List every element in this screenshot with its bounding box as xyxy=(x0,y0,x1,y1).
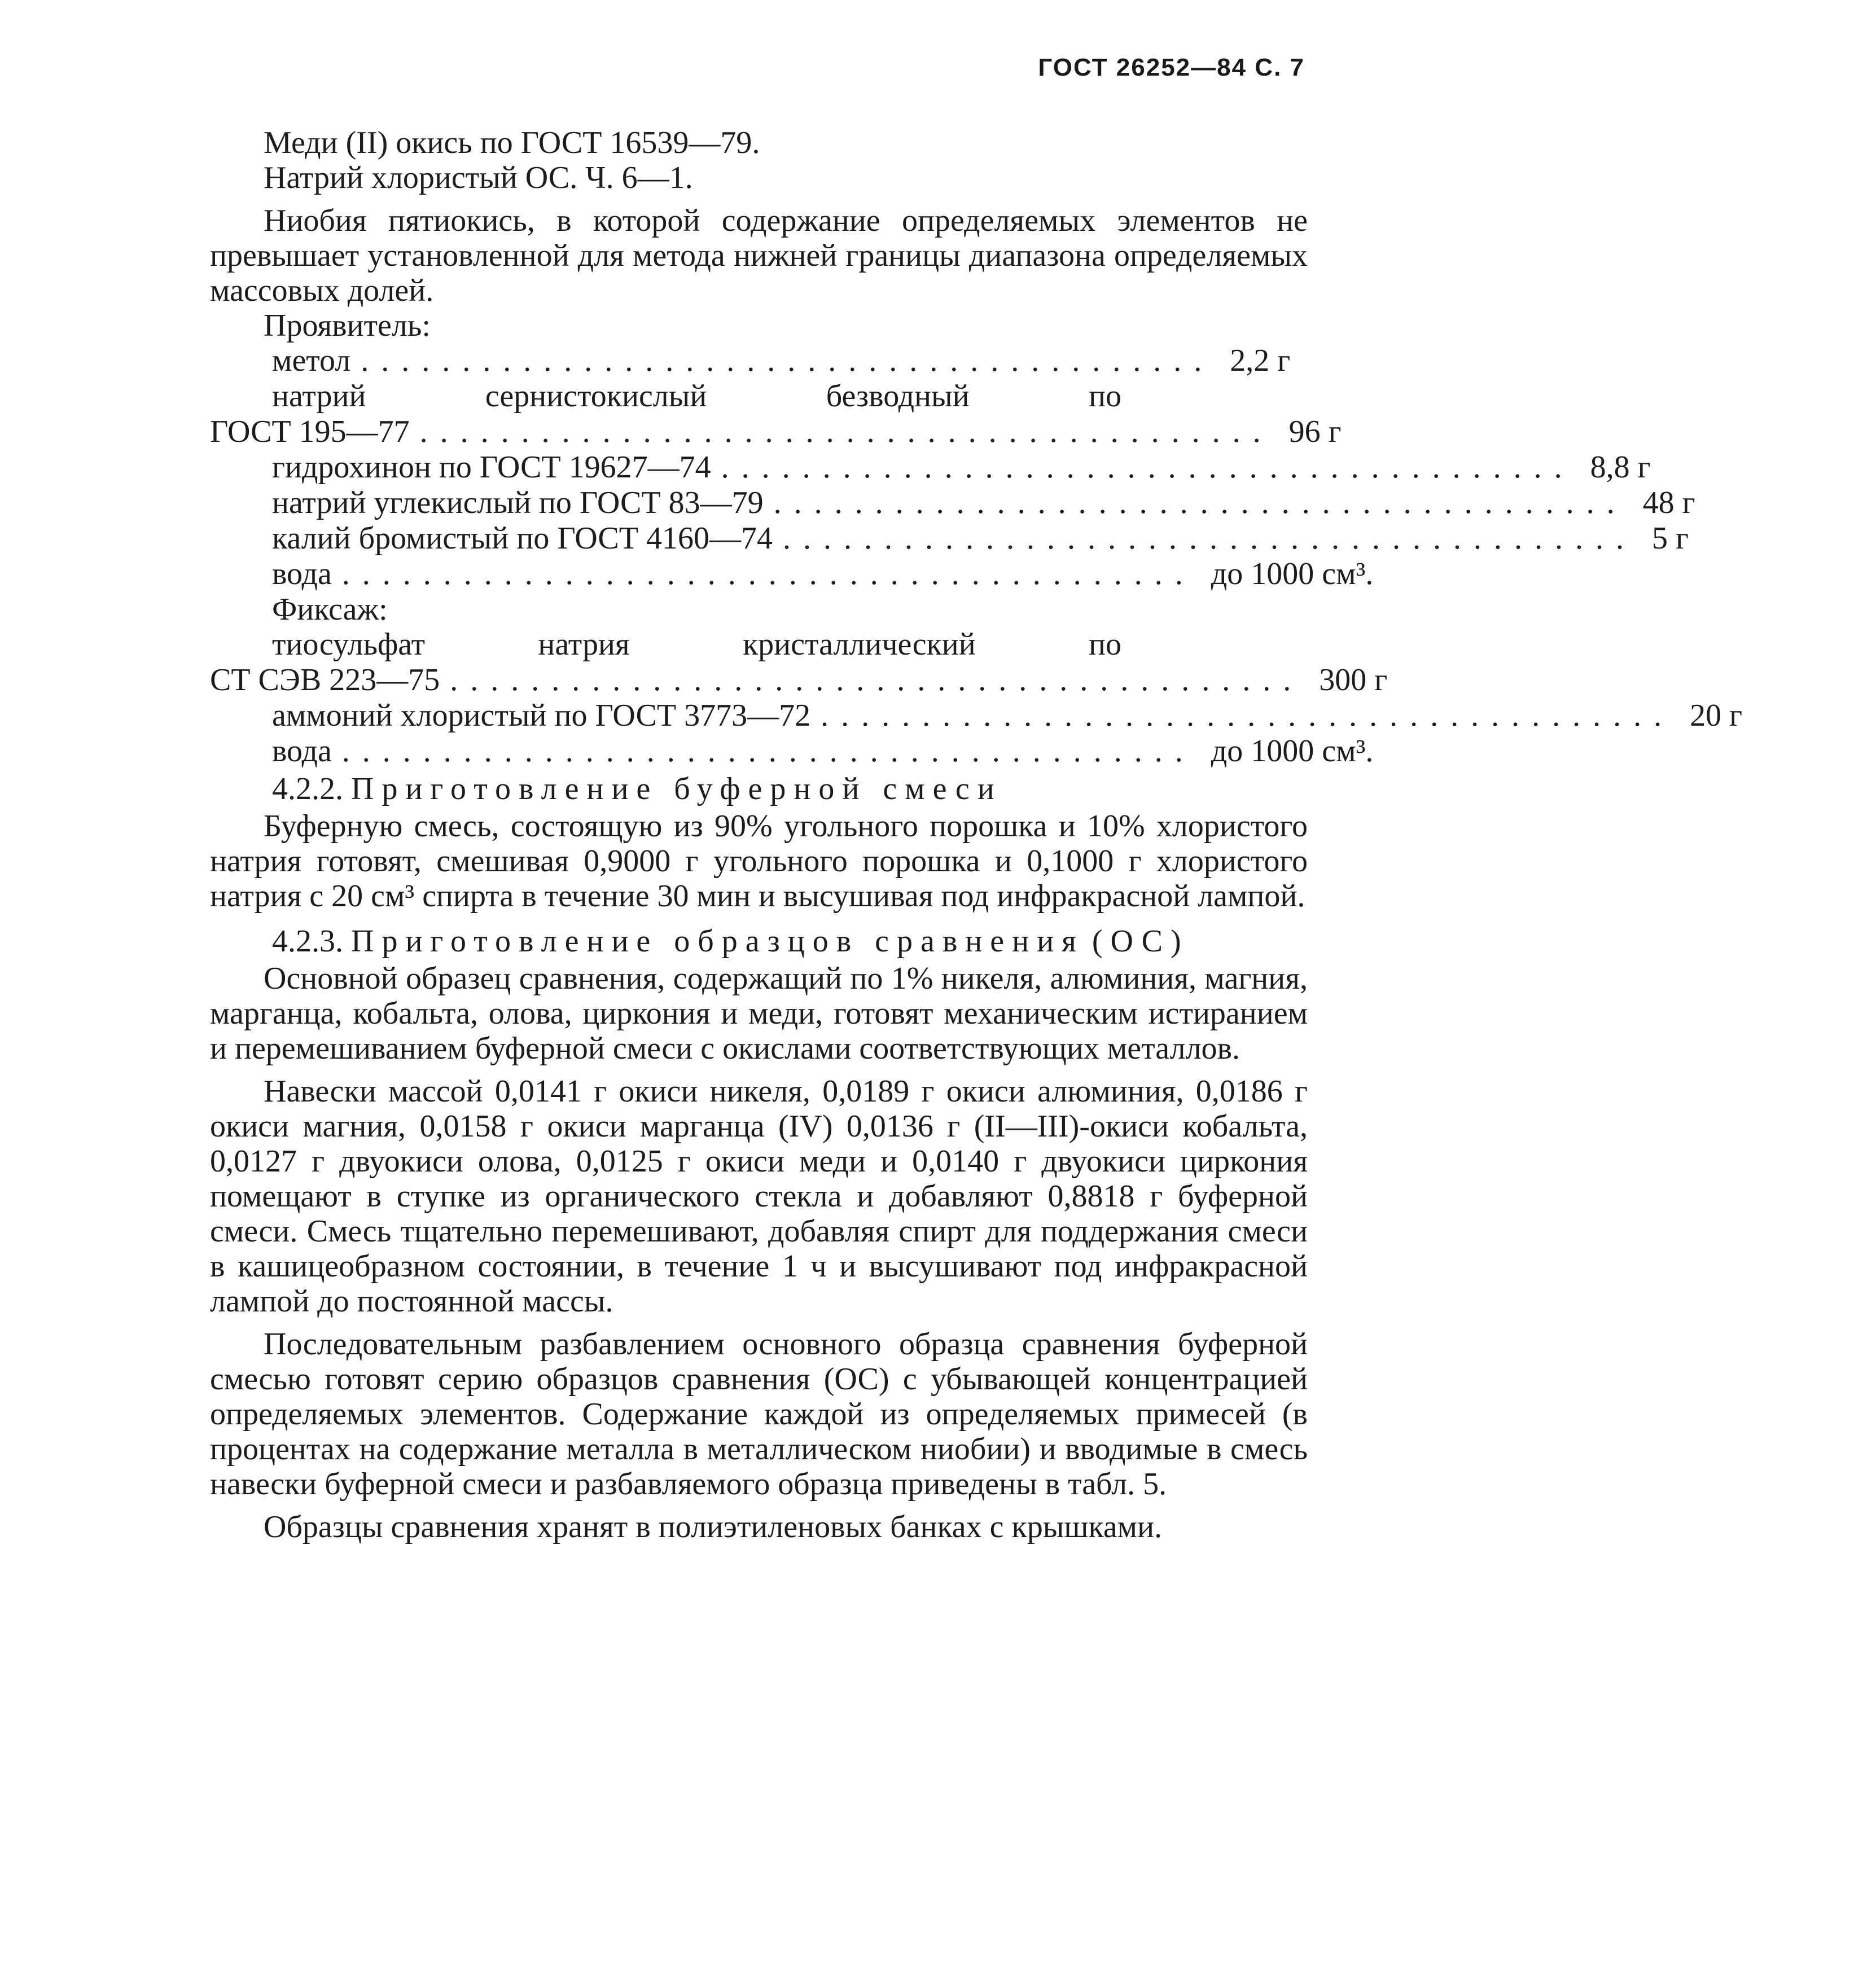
section-number: 4.2.2. xyxy=(272,771,343,806)
developer-row-carbonate xyxy=(210,485,1695,521)
item-name: гидрохинон по ГОСТ 19627—74 xyxy=(272,450,711,485)
section-title: Приготовление буферной смеси xyxy=(351,771,1002,806)
leader-dots: .......................................... xyxy=(341,734,1195,769)
page-header: ГОСТ 26252—84 С. 7 xyxy=(1038,54,1305,81)
fixer-row-thio-words xyxy=(210,627,1308,662)
item-qty: 20 г xyxy=(1690,698,1743,733)
item-name: ГОСТ 195—77 xyxy=(210,414,410,449)
word: по xyxy=(1089,379,1121,414)
item-name: калий бромистый по ГОСТ 4160—74 xyxy=(272,521,773,556)
section-abbr: (ОС) xyxy=(1092,924,1189,959)
intro-line-sodium-chloride: Натрий хлористый ОС. Ч. 6—1. xyxy=(264,160,693,195)
intro-niobium-paragraph: Ниобия пятиокись, в которой содержание определяемых элементов не превышает установленной для метода нижней границы диапазона определяемых массовых долей. xyxy=(210,203,1308,308)
section-number: 4.2.3. xyxy=(272,924,343,959)
developer-row-water xyxy=(210,556,1374,592)
word: натрий xyxy=(272,379,366,414)
fixer-row-ammonium xyxy=(210,698,1743,734)
item-name: натрий углекислый по ГОСТ 83—79 xyxy=(272,485,764,520)
intro-line-copper-oxide: Меди (II) окись по ГОСТ 16539—79. xyxy=(264,125,760,160)
section-4-2-3-paragraph-1: Основной образец сравнения, содержащий по 1% никеля, алюминия, магния, марганца, кобальта, олова, циркония и меди, готовят механическим истиранием и перемешиванием буферной смеси с окислами соответствующих металлов. xyxy=(210,961,1308,1066)
word: тиосульфат xyxy=(272,627,426,662)
word: по xyxy=(1089,627,1121,662)
item-name: аммоний хлористый по ГОСТ 3773—72 xyxy=(272,698,811,733)
developer-list xyxy=(210,343,1695,592)
section-4-2-3-paragraph-3: Последовательным разбавлением основного образца сравнения буферной смесью готовят серию образцов сравнения (ОС) с убывающей концентрацией определяемых элементов. Содержание каждой из определяемых примесей (в процентах на содержание металла в металлическом ниобии) и вводимые в смесь навески буферной смеси и разбавляемого образца приведены в табл. 5. xyxy=(210,1327,1308,1502)
item-qty: до 1000 см³. xyxy=(1211,734,1374,769)
item-qty: 48 г xyxy=(1642,485,1695,520)
developer-row-bromide xyxy=(210,521,1689,556)
item-name: СТ СЭВ 223—75 xyxy=(210,662,440,697)
fixer-row-thio xyxy=(210,662,1388,698)
leader-dots: .......................................... xyxy=(361,343,1215,378)
section-title: Приготовление образцов сравнения xyxy=(351,924,1084,959)
developer-row-hydroquinone xyxy=(210,450,1651,485)
leader-dots: .......................................... xyxy=(782,521,1636,556)
fixer-list xyxy=(210,627,1743,769)
page-content xyxy=(210,125,1743,1544)
item-qty: до 1000 см³. xyxy=(1211,556,1374,591)
leader-dots: .......................................... xyxy=(821,698,1675,733)
section-4-2-3-paragraph-4: Образцы сравнения хранят в полиэтиленовых банках с крышками. xyxy=(264,1510,1163,1544)
word: безводный xyxy=(826,379,970,414)
leader-dots: .......................................... xyxy=(721,450,1575,485)
word: натрия xyxy=(538,627,630,662)
item-qty: 8,8 г xyxy=(1590,450,1651,485)
item-qty: 2,2 г xyxy=(1230,343,1291,378)
section-4-2-2-text: Буферную смесь, состоящую из 90% угольного порошка и 10% хлористого натрия готовят, смешивая 0,9000 г угольного порошка и 0,1000 г хлористого натрия с 20 см³ спирта в течение 30 мин и высушивая под инфракрасной лампой. xyxy=(210,809,1308,914)
item-name: метол xyxy=(272,343,351,378)
fixer-title: Фиксаж: xyxy=(272,592,388,627)
item-name: вода xyxy=(272,556,332,591)
section-4-2-2-heading xyxy=(210,771,1308,809)
item-qty: 5 г xyxy=(1651,521,1689,556)
developer-row-metol xyxy=(210,343,1308,379)
item-qty: 300 г xyxy=(1319,662,1388,697)
leader-dots: .......................................... xyxy=(450,662,1304,697)
section-4-2-3-paragraph-2: Навески массой 0,0141 г окиси никеля, 0,0189 г окиси алюминия, 0,0186 г окиси магния, 0,0158 г окиси марганца (IV) 0,0136 г (II—III)-окиси кобальта, 0,0127 г двуокиси олова, 0,0125 г окиси меди и 0,0140 г двуокиси циркония помещают в ступке из органического стекла и добавляют 0,8818 г буферной смеси. Смесь тщательно перемешивают, добавляя спирт для поддержания смеси в кашицеобразном состоянии, в течение 1 ч и высушивают под инфракрасной лампой до постоянной массы. xyxy=(210,1074,1308,1319)
leader-dots: .......................................... xyxy=(341,556,1195,591)
developer-row-sulfite-words xyxy=(210,379,1308,414)
leader-dots: .......................................... xyxy=(419,414,1273,449)
fixer-row-water xyxy=(210,734,1374,769)
item-name: вода xyxy=(272,734,332,769)
word: сернистокислый xyxy=(485,379,707,414)
section-4-2-3-heading xyxy=(210,924,1308,961)
word: кристаллический xyxy=(742,627,976,662)
developer-title: Проявитель: xyxy=(264,308,431,343)
developer-row-sulfite xyxy=(210,414,1342,450)
item-qty: 96 г xyxy=(1288,414,1342,449)
leader-dots: .......................................... xyxy=(773,485,1627,520)
